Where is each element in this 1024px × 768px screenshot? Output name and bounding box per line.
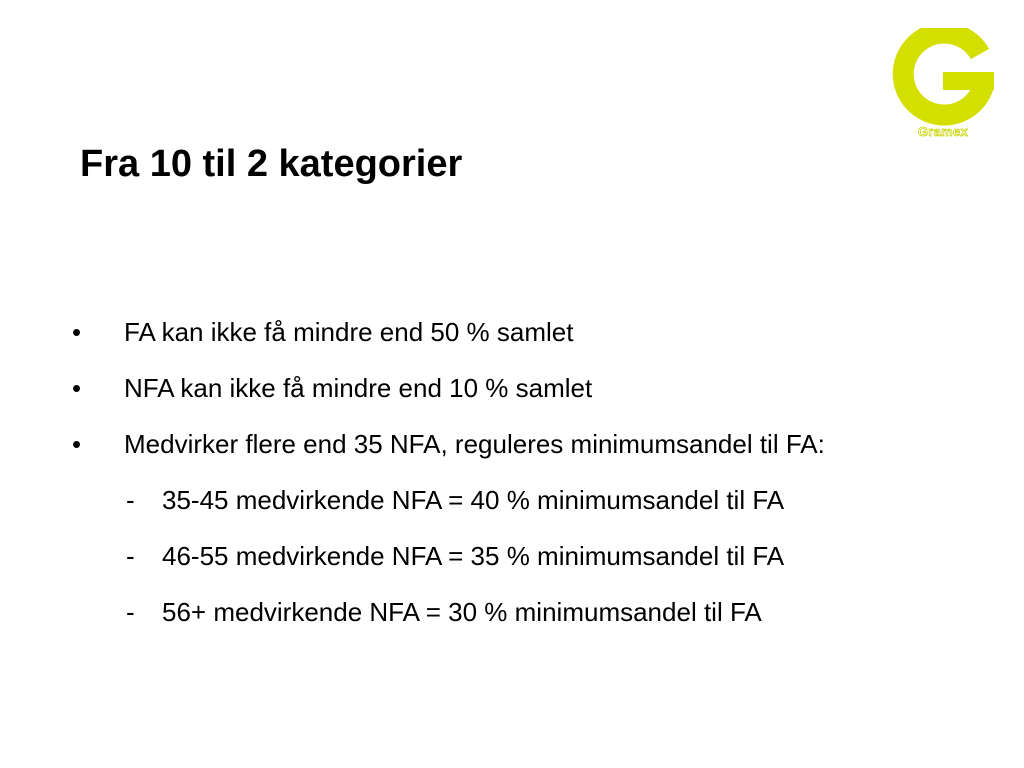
sub-item-text: 35-45 medvirkende NFA = 40 % minimumsandel til FA: [162, 485, 785, 515]
sub-item-marker: -: [126, 541, 135, 571]
bullet-marker: •: [72, 317, 82, 347]
sub-item-text: 56+ medvirkende NFA = 30 % minimumsandel til FA: [162, 597, 762, 627]
slide-title: Fra 10 til 2 kategorier: [80, 143, 463, 185]
bullet-marker: •: [72, 429, 82, 459]
sub-item-marker: -: [126, 597, 135, 627]
bullet-text: FA kan ikke få mindre end 50 % samlet: [124, 317, 574, 347]
sub-item-marker: -: [126, 485, 135, 515]
logo-wordmark: Gramex: [917, 124, 969, 139]
bullet-text: Medvirker flere end 35 NFA, reguleres minimumsandel til FA:: [124, 429, 825, 459]
bullet-text: NFA kan ikke få mindre end 10 % samlet: [124, 373, 593, 403]
sub-item-text: 46-55 medvirkende NFA = 35 % minimumsandel til FA: [162, 541, 785, 571]
bullet-marker: •: [72, 373, 82, 403]
